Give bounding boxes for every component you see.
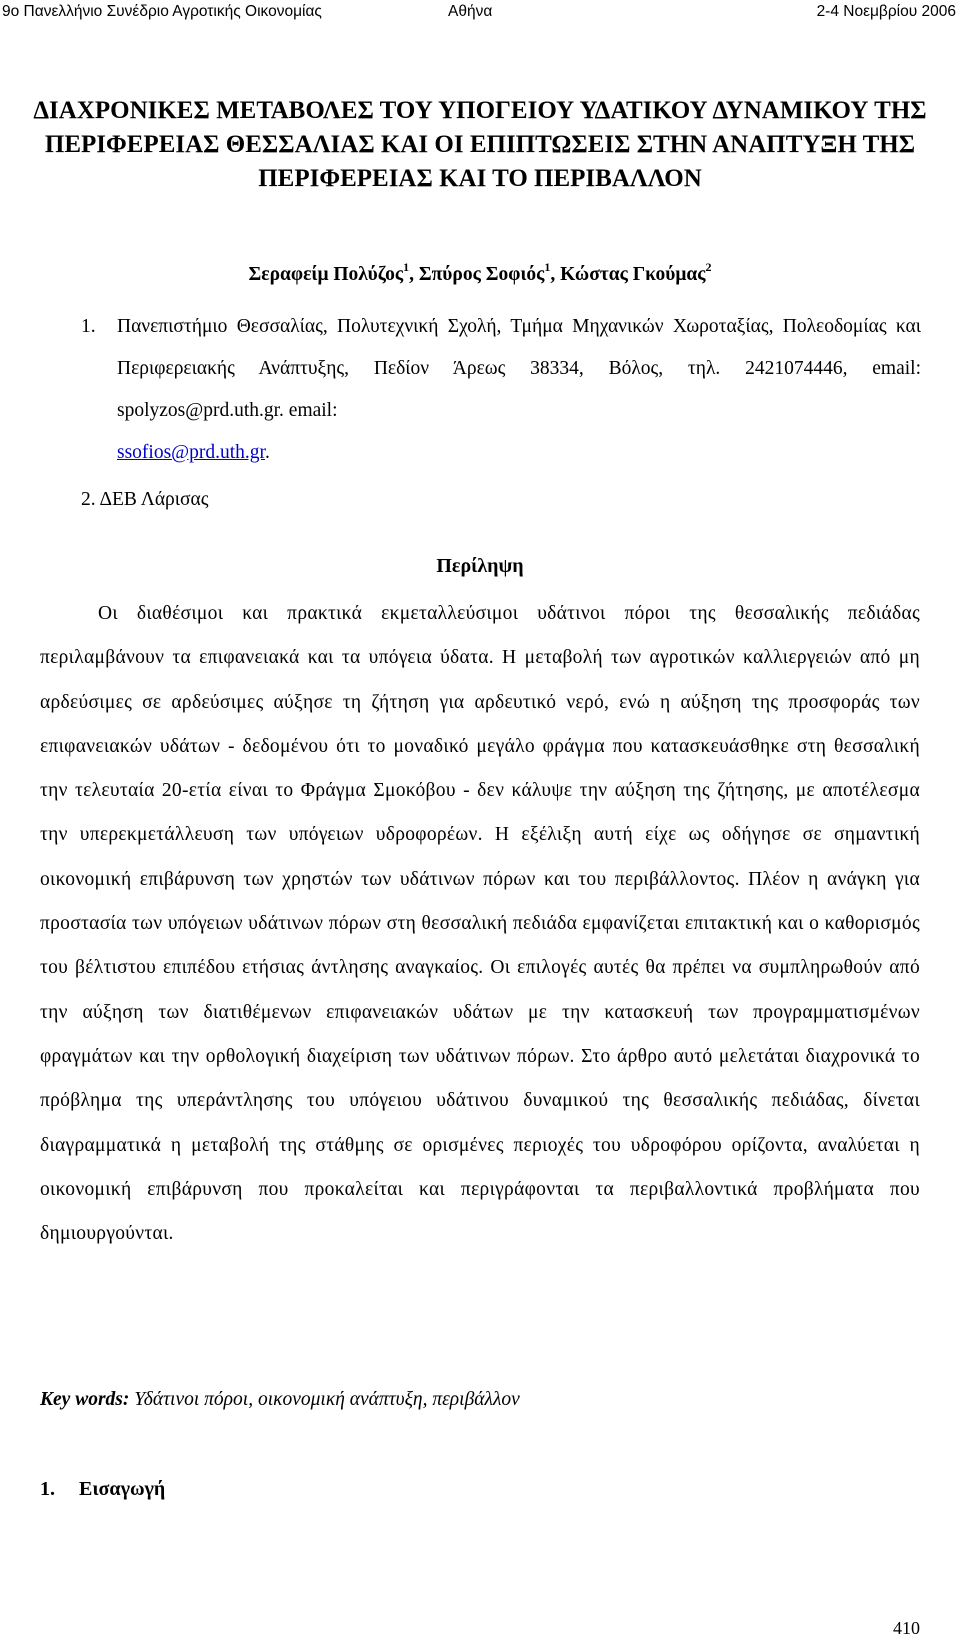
affiliation-text (117, 306, 921, 474)
author-separator: , (550, 264, 561, 285)
affiliation-address: Πανεπιστήμιο Θεσσαλίας, Πολυτεχνική Σχολή, Τμήμα Μηχανικών Χωροταξίας, Πολεοδομίας και Περιφερειακής Ανάπτυξης, Πεδίον Άρεως 38334, Βόλος, τηλ. 2421074446, email: spolyzos@prd.uth.gr. email: (117, 316, 921, 421)
keywords-line (40, 1385, 520, 1415)
author-affiliation-mark: 2 (705, 260, 712, 274)
author-affiliation-mark: 1 (544, 260, 551, 274)
abstract-body: Οι διαθέσιμοι και πρακτικά εκμεταλλεύσιμοι υδάτινοι πόροι της θεσσαλικής πεδιάδας περιλαμβάνουν τα επιφανειακά και τα υπόγεια ύδατα. Η μεταβολή των αγροτικών καλλιεργειών από μη αρδεύσιμες σε αρδεύσιμες αύξησε τη ζήτηση για αρδευτικό νερό, ενώ η αύξηση της προσφοράς των επιφανειακών υδάτων - δεδομένου ότι το μοναδικό μεγάλο φράγμα που κατασκευάσθηκε στη θεσσαλική την τελευταία 20-ετία είναι το Φράγμα Σμοκόβου - δεν κάλυψε την αύξηση της ζήτησης, με αποτέλεσμα την υπερεκμετάλλευση των υπόγειων υδροφορέων. Η εξέλιξη αυτή είχε ως οδήγησε σε σημαντική οικονομική επιβάρυνση των χρηστών των υδάτινων πόρων και του περιβάλλοντος. Πλέον η ανάγκη για προστασία των υπόγειων υδάτινων πόρων στη θεσσαλική πεδιάδα εμφανίζεται επιτακτική και ο καθορισμός του βέλτιστου επιπέδου ετήσιας άντλησης αναγκαίος. Οι επιλογές αυτές θα πρέπει να συμπληρωθούν από την αύξηση των διατιθέμενων επιφανειακών υδάτων με την κατασκευή των προγραμματισμένων φραγμάτων και την ορθολογική διαχείριση των υδάτινων πόρων. Στο άρθρο αυτό μελετάται διαχρονικά το πρόβλημα της υπεράντλησης του υπόγειου υδάτινου δυναμικού της θεσσαλικής πεδιάδας, δίνεται διαγραμματικά η μεταβολή της στάθμης σε ορισμένες περιοχές του υδροφόρου ορίζοντα, αναλύεται η οικονομική επιβάρυνση που προκαλείται και περιγράφονται τα περιβαλλοντικά προβλήματα που δημιουργούνται. (40, 603, 920, 1245)
affiliation-number: 2. (81, 489, 96, 510)
author-list (0, 262, 960, 288)
affiliation-2 (81, 485, 208, 515)
header-conference: 9ο Πανελλήνιο Συνέδριο Αγροτικής Οικονομίας (2, 3, 322, 20)
keywords-label: Key words: (40, 1389, 130, 1410)
section-title: Εισαγωγή (79, 1478, 166, 1500)
paper-title: ΔΙΑΧΡΟΝΙΚΕΣ ΜΕΤΑΒΟΛΕΣ ΤΟΥ ΥΠΟΓΕΙΟΥ ΥΔΑΤΙΚΟΥ ΔΥΝΑΜΙΚΟΥ ΤΗΣ ΠΕΡΙΦΕΡΕΙΑΣ ΘΕΣΣΑΛΙΑΣ ΚΑΙ ΟΙ ΕΠΙΠΤΩΣΕΙΣ ΣΤΗΝ ΑΝΑΠΤΥΞΗ ΤΗΣ ΠΕΡΙΦΕΡΕΙΑΣ ΚΑΙ ΤΟ ΠΕΡΙΒΑΛΛΟΝ (33, 97, 927, 192)
section-number: 1. (40, 1478, 55, 1500)
author-name: Σπύρος Σοφιός (418, 264, 545, 285)
abstract-heading: Περίληψη (436, 555, 524, 577)
section-heading (40, 1474, 165, 1504)
affiliation-trailing-period: . (264, 442, 270, 463)
header-city: Αθήνα (448, 3, 493, 20)
affiliation-number: 1. (81, 316, 96, 337)
author-separator: , (409, 264, 419, 285)
affiliation-1 (81, 306, 921, 474)
affiliation-text: ΔΕΒ Λάρισας (99, 489, 209, 510)
author-affiliation-mark: 1 (403, 260, 410, 274)
author-name: Σεραφείμ Πολύζος (248, 264, 404, 285)
running-header (0, 0, 960, 24)
author-name: Κώστας Γκούμας (560, 264, 706, 285)
keywords-text: Υδάτινοι πόροι, οικονομική ανάπτυξη, περιβάλλον (129, 1389, 520, 1410)
page-number: 410 (893, 1618, 920, 1638)
header-dates: 2-4 Νοεμβρίου 2006 (816, 3, 956, 20)
email-link[interactable]: ssofios@prd.uth.gr (117, 442, 265, 463)
